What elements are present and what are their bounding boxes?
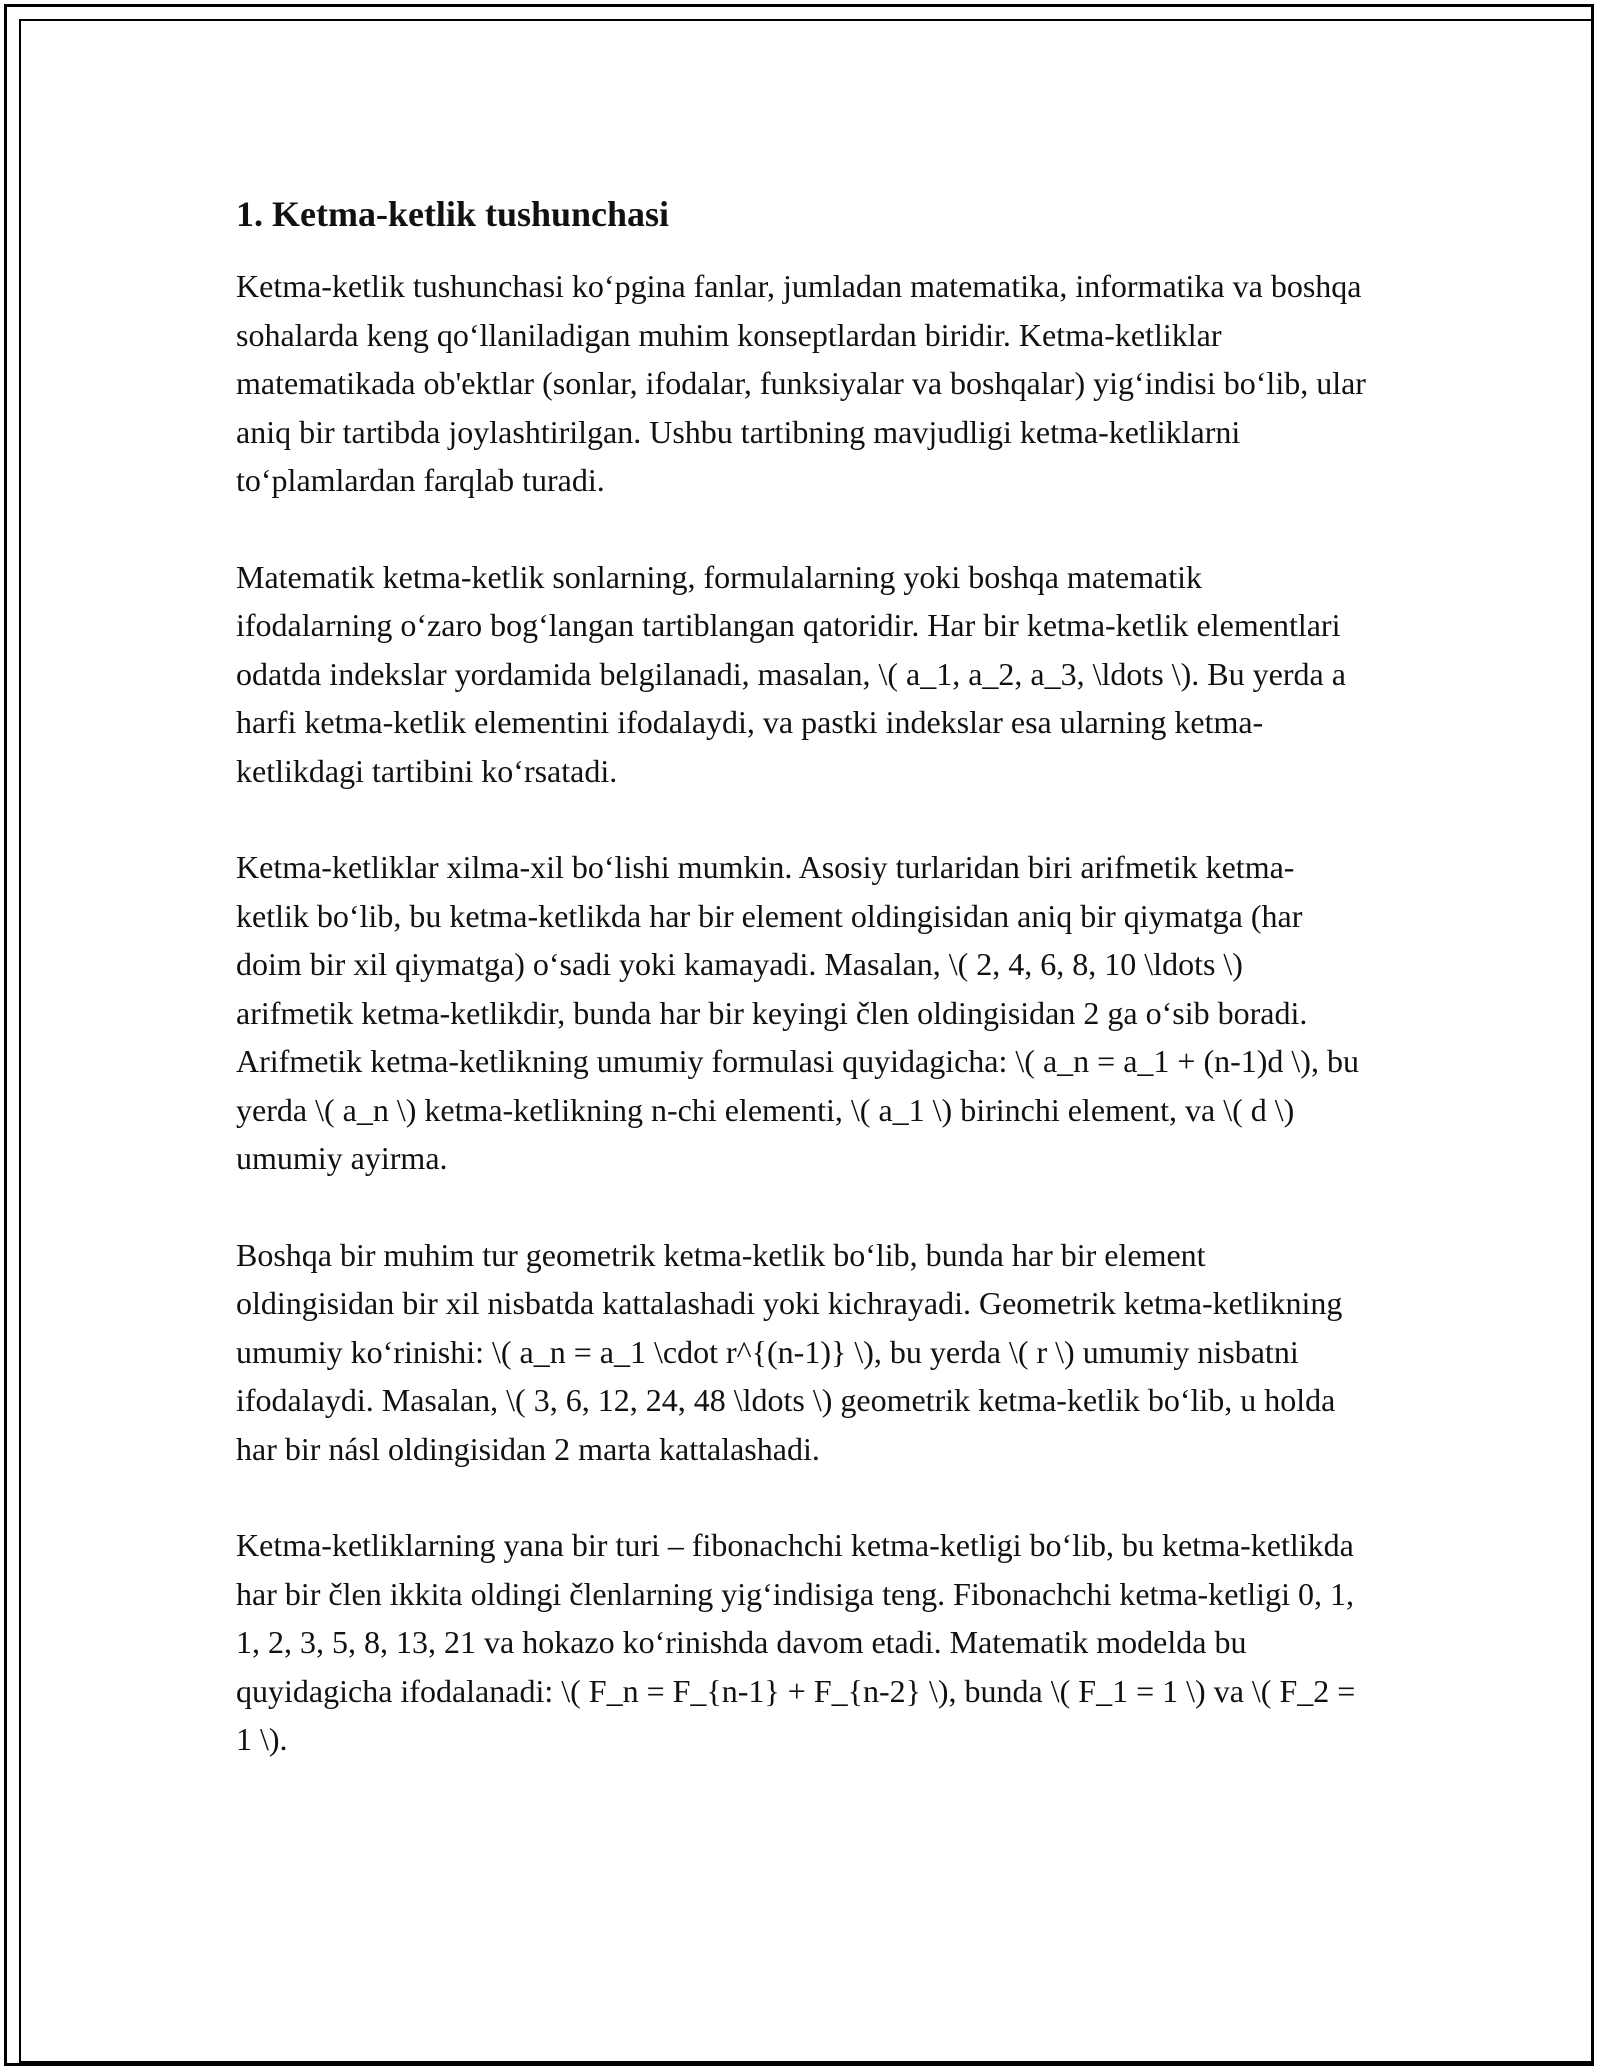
paragraph-4: Boshqa bir muhim tur geometrik ketma-ketlik bo‘lib, bunda har bir element oldingisidan bir xil nisbatda kattalashadi yoki kichrayadi. Geometrik ketma-ketlikning umumiy ko‘rinishi: \( a_n = a_1 \cdot r^{(n-1)} \), bu yerda \( r \) umumiy nisbatni ifodalaydi. Masalan, \( 3, 6, 12, 24, 48 \ldots \) geometrik ketma-ketlik bo‘lib, u holda har bir násl oldingisidan 2 marta kattalashadi. — [236, 1236, 1343, 1467]
document-body — [236, 186, 1366, 1812]
paragraph-5: Ketma-ketliklarning yana bir turi – fibonachchi ketma-ketligi bo‘lib, bu ketma-ketlikda har bir člen ikkita oldingi členlarning yig‘indisiga teng. Fibonachchi ketma-ketligi 0, 1, 1, 2, 3, 5, 8, 13, 21 va hokazo ko‘rinishda davom etadi. Matematik modelda bu quyidagicha ifodalanadi: \( F_n = F_{n-1} + F_{n-2} \), bunda \( F_1 = 1 \) va \( F_2 = 1 \). — [236, 1527, 1356, 1757]
section-heading: 1. Ketma-ketlik tushunchasi — [236, 194, 670, 234]
paragraph-1: Ketma-ketlik tushunchasi ko‘pgina fanlar, jumladan matematika, informatika va boshqa sohalarda keng qo‘llaniladigan muhim konseptlardan biridir. Ketma-ketliklar matematikada ob'ektlar (sonlar, ifodalar, funksiyalar va boshqalar) yig‘indisi bo‘lib, ular aniq bir tartibda joylashtirilgan. Ushbu tartibning mavjudligi ketma-ketliklarni to‘plamlardan farqlab turadi. — [236, 268, 1366, 498]
paragraph-3: Ketma-ketliklar xilma-xil bo‘lishi mumkin. Asosiy turlaridan biri arifmetik ketma-ketlik bo‘lib, bu ketma-ketlikda har bir element oldingisidan aniq bir qiymatga (har doim bir xil qiymatga) o‘sadi yoki kamayadi. Masalan, \( 2, 4, 6, 8, 10 \ldots \) arifmetik ketma-ketlikdir, bunda har bir keyingi člen oldingisidan 2 ga o‘sib boradi. Arifmetik ketma-ketlikning umumiy formulasi quyidagicha: \( a_n = a_1 + (n-1)d \), bu yerda \( a_n \) ketma-ketlikning n-chi elementi, \( a_1 \) birinchi element, va \( d \) umumiy ayirma. — [236, 849, 1359, 1176]
paragraph-2: Matematik ketma-ketlik sonlarning, formulalarning yoki boshqa matematik ifodalarning o‘zaro bog‘langan tartiblangan qatoridir. Har bir ketma-ketlik elementlari odatda indekslar yordamida belgilanadi, masalan, \( a_1, a_2, a_3, \ldots \). Bu yerda a harfi ketma-ketlik elementini ifodalaydi, va pastki indekslar esa ularning ketma-ketlikdagi tartibini ko‘rsatadi. — [236, 558, 1346, 789]
